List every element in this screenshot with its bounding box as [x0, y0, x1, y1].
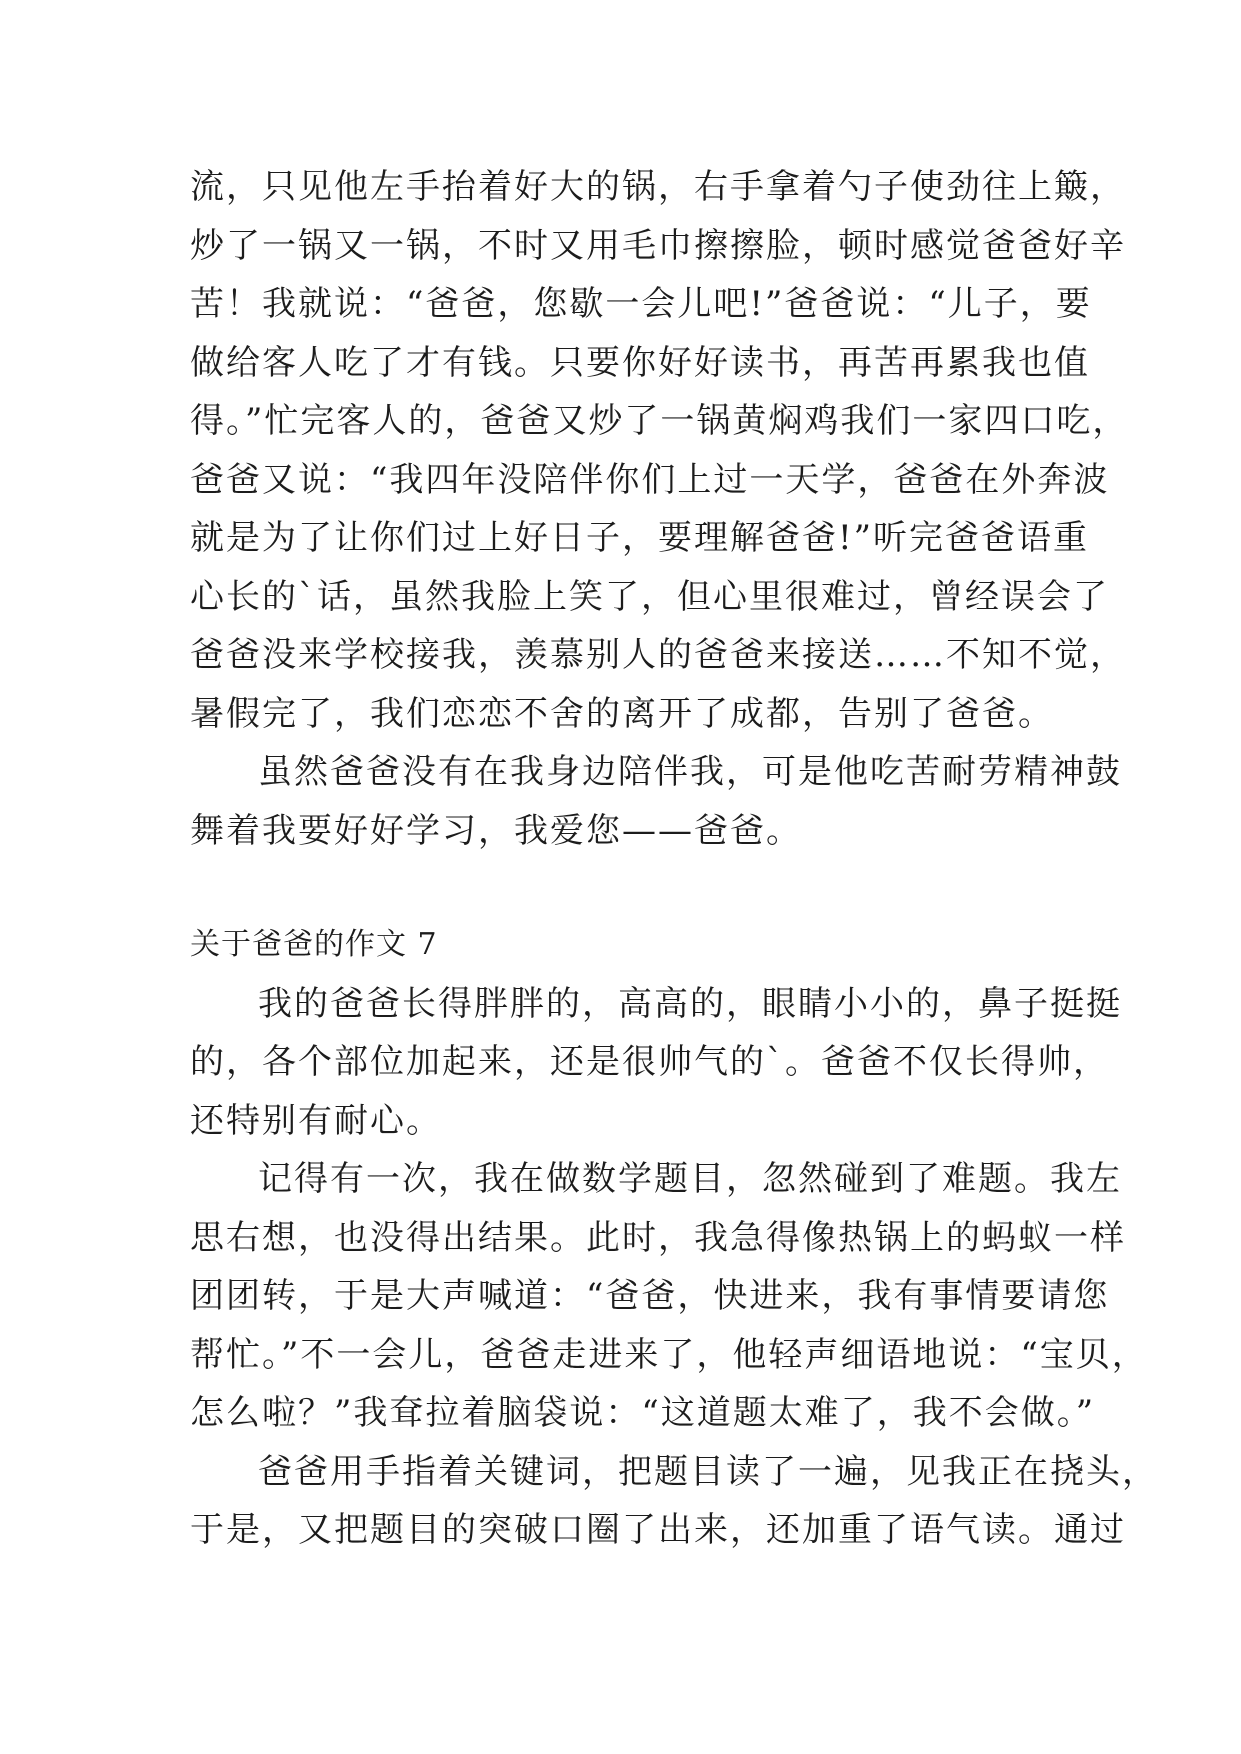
text-line: 暑假完了，我们恋恋不舍的离开了成都，告别了爸爸。 — [190, 693, 1054, 734]
text-line: 炒了一锅又一锅，不时又用毛巾擦擦脸，顿时感觉爸爸好辛 — [190, 225, 1126, 266]
text-line: 记得有一次，我在做数学题目，忽然碰到了难题。我左 — [258, 1159, 1122, 1199]
paragraph-story — [190, 1150, 1148, 1443]
text-line: 思右想，也没得出结果。此时，我急得像热锅上的蚂蚁一样 — [190, 1217, 1126, 1258]
text-line: 怎么啦？”我耷拉着脑袋说：“这道题太难了，我不会做。” — [190, 1393, 1096, 1433]
text-line: 爸爸又说：“我四年没陪伴你们上过一天学，爸爸在外奔波 — [190, 459, 1110, 500]
text-line: 爸爸没来学校接我，羡慕别人的爸爸来接送……不知不觉， — [190, 635, 1126, 675]
text-line: 流，只见他左手抬着好大的锅，右手拿着勺子使劲往上簸， — [190, 167, 1126, 207]
paragraph-help — [190, 1443, 1158, 1560]
document-body — [190, 158, 1158, 1560]
text-line: 就是为了让你们过上好日子，要理解爸爸!”听完爸爸语重 — [190, 518, 1090, 558]
section-spacer — [190, 860, 1090, 916]
text-line: 爸爸用手指着关键词，把题目读了一遍，见我正在挠头， — [258, 1451, 1158, 1492]
text-line: 团团转，于是大声喊道：“爸爸，快进来，我有事情要请您 — [190, 1276, 1110, 1316]
text-line: 帮忙。”不一会儿，爸爸走进来了，他轻声细语地说：“宝贝， — [190, 1334, 1148, 1375]
text-line: 心长的`话，虽然我脸上笑了，但心里很难过，曾经误会了 — [190, 576, 1109, 617]
essay-heading: 关于爸爸的作文 7 — [190, 927, 438, 962]
text-line: 虽然爸爸没有在我身边陪伴我，可是他吃苦耐劳精神鼓 — [258, 752, 1122, 792]
text-line: 苦！我就说：“爸爸，您歇一会儿吧!”爸爸说：“儿子，要 — [190, 284, 1092, 324]
text-line: 还特别有耐心。 — [190, 1100, 442, 1141]
paragraph-description — [190, 975, 1122, 1151]
paragraph-conclusion — [190, 743, 1122, 860]
text-line: 做给客人吃了才有钱。只要你好好读书，再苦再累我也值 — [190, 342, 1090, 383]
text-line: 舞着我要好好学习，我爱您——爸爸。 — [190, 810, 802, 851]
text-line: 我的爸爸长得胖胖的，高高的，眼睛小小的，鼻子挺挺 — [258, 983, 1122, 1024]
text-line: 得。”忙完客人的，爸爸又炒了一锅黄焖鸡我们一家四口吃， — [190, 401, 1129, 441]
text-line: 的，各个部位加起来，还是很帅气的`。爸爸不仅长得帅， — [190, 1042, 1109, 1082]
text-line: 于是，又把题目的突破口圈了出来，还加重了语气读。通过 — [190, 1510, 1126, 1550]
paragraph-continued — [190, 158, 1129, 743]
